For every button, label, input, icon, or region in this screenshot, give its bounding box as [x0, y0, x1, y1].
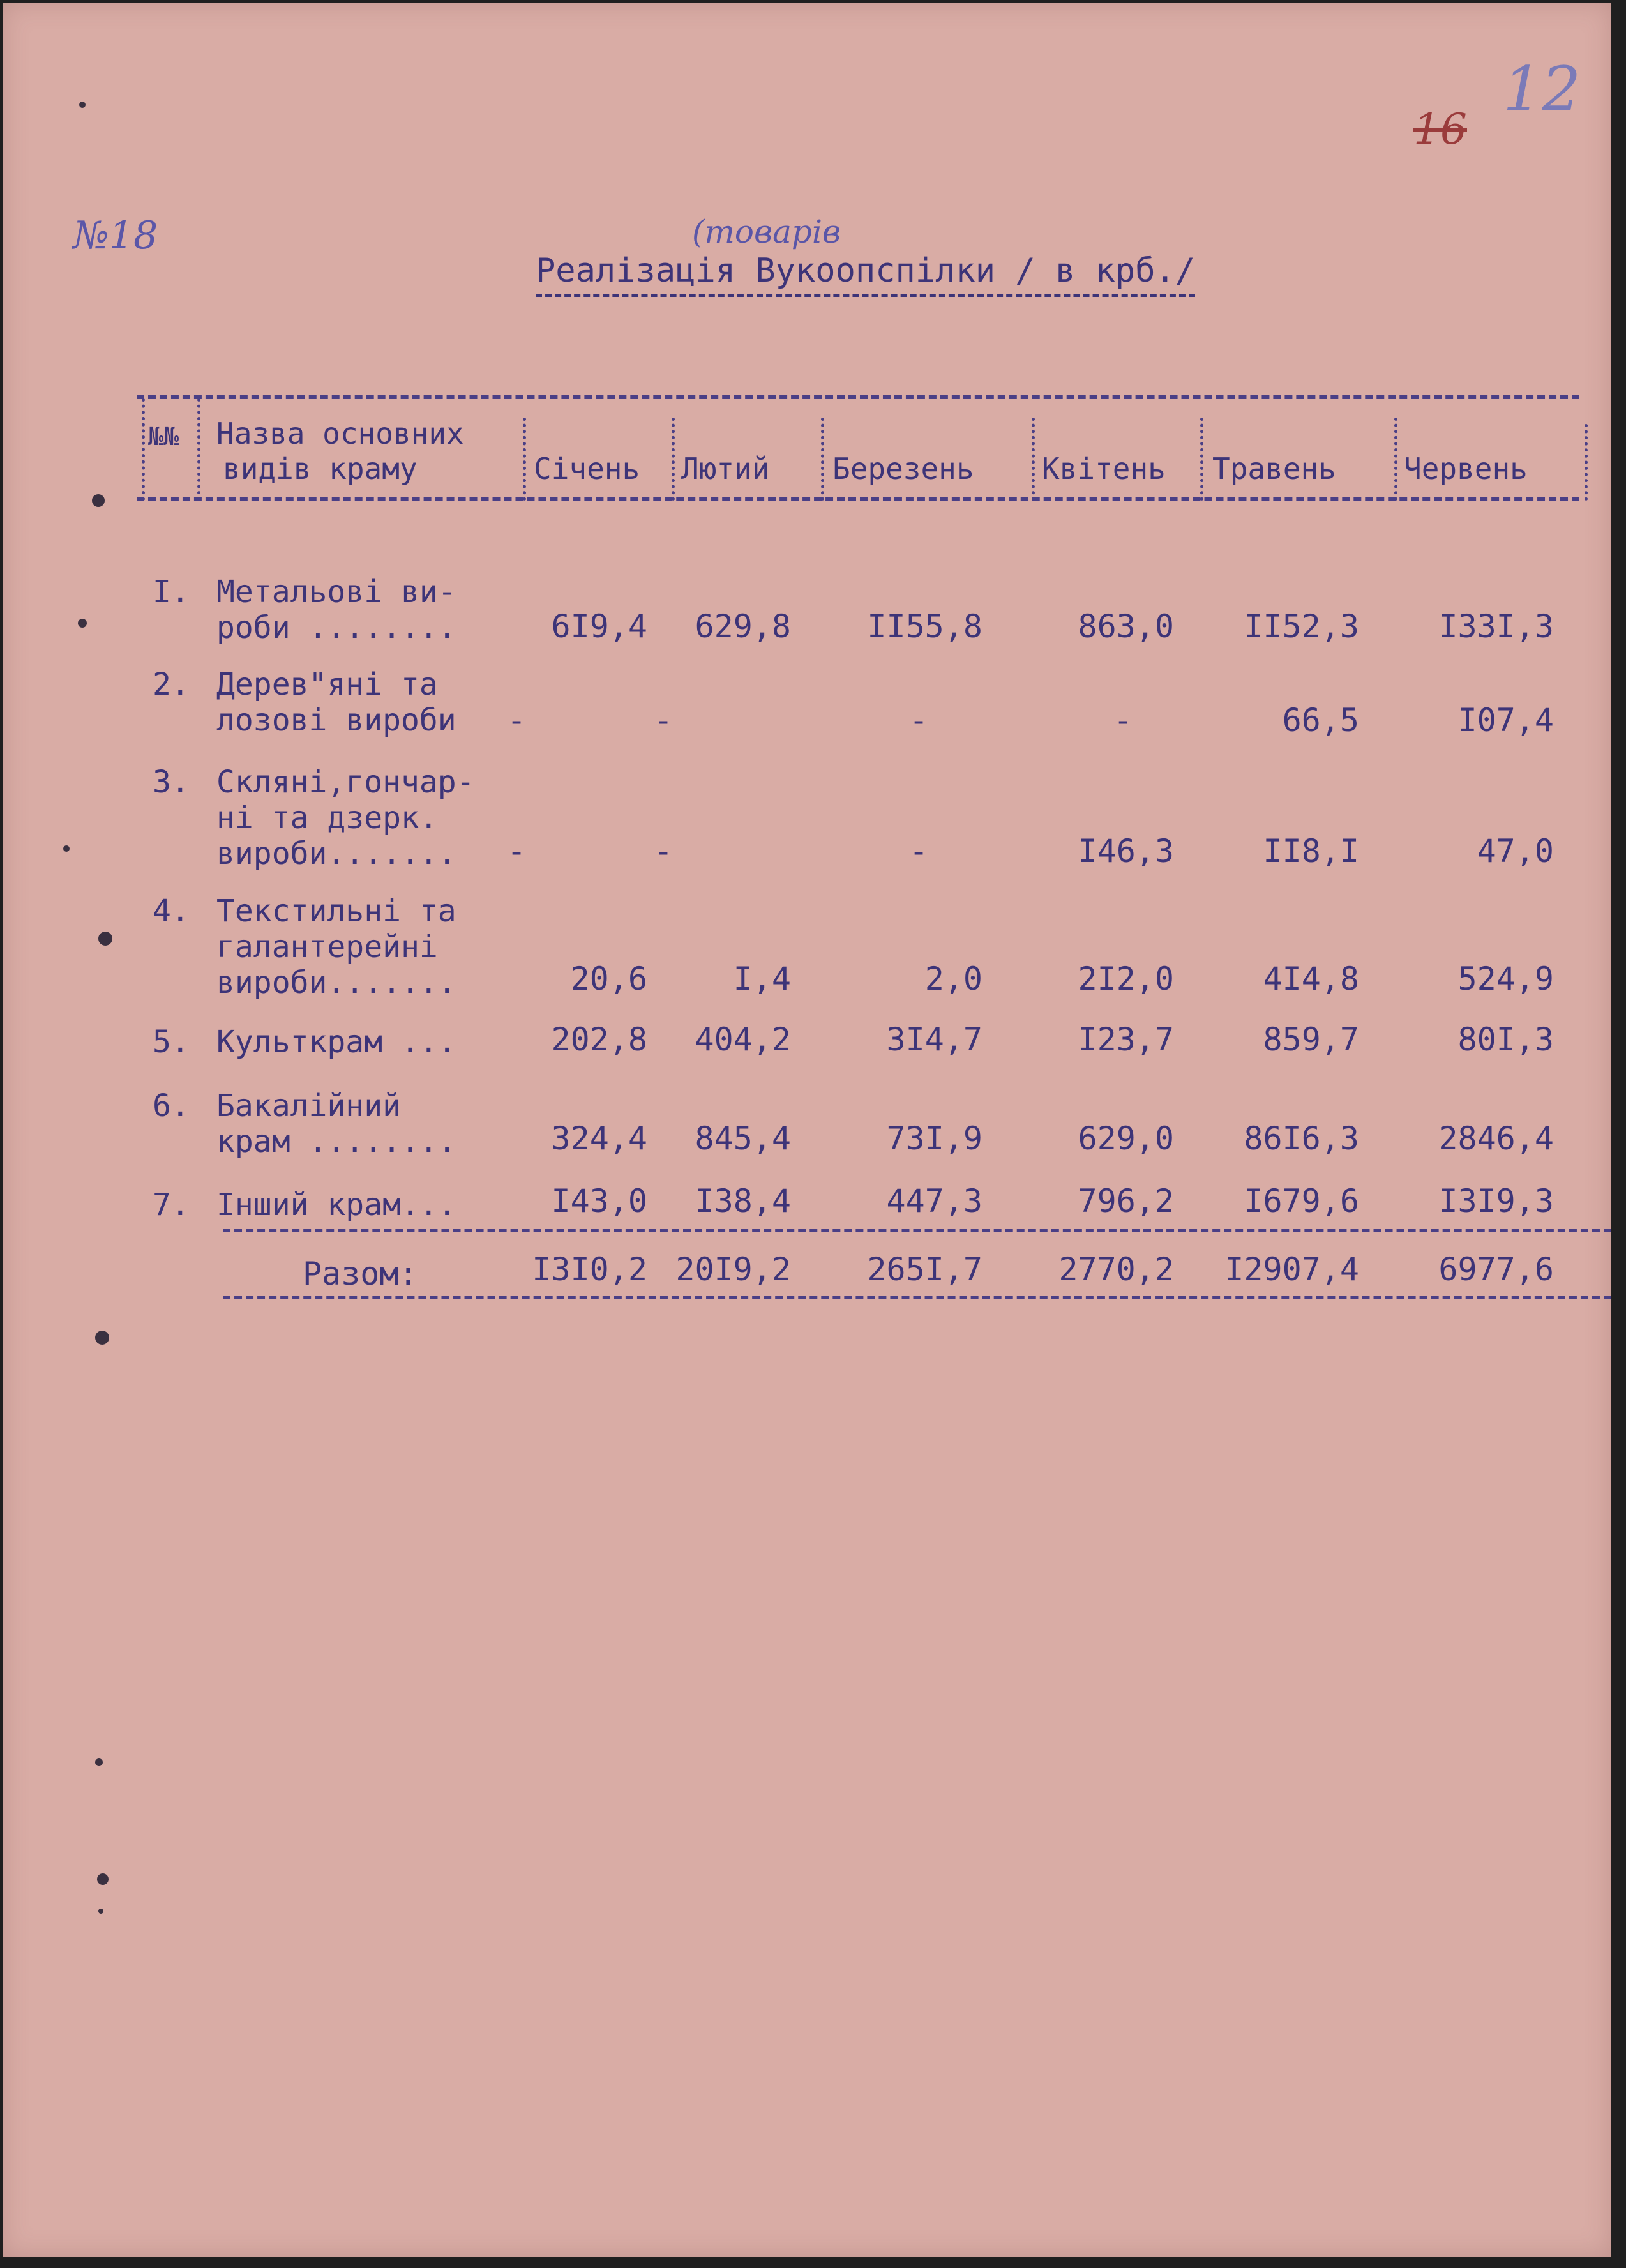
header-col-divider	[1200, 418, 1203, 501]
cell-value: 202,8	[551, 1021, 647, 1058]
cell-value: I33I,3	[1438, 608, 1554, 645]
row-label-line: вироби.......	[216, 965, 456, 1001]
cell-value: -	[908, 702, 929, 739]
total-value: I3I0,2	[532, 1251, 647, 1288]
cell-value: 524,9	[1457, 960, 1554, 997]
total-value: 6977,6	[1438, 1251, 1554, 1288]
cell-value: 447,3	[886, 1183, 982, 1220]
header-month-mar: Березень	[832, 451, 974, 486]
cell-value: 2I2,0	[1078, 960, 1174, 997]
margin-speck	[95, 1758, 103, 1766]
header-top-rule	[137, 395, 1579, 399]
cell-value: I,4	[733, 960, 791, 997]
total-value: 265I,7	[867, 1251, 982, 1288]
cell-value: II52,3	[1244, 608, 1359, 645]
total-bottom-rule	[223, 1296, 1611, 1299]
cell-value: -	[908, 833, 929, 870]
cell-value: 6I9,4	[551, 608, 647, 645]
row-label-line: Інший крам...	[216, 1187, 456, 1223]
margin-speck	[79, 102, 86, 108]
cell-value: I679,6	[1244, 1183, 1359, 1220]
header-col-divider	[523, 418, 526, 501]
row-number: 6.	[153, 1088, 190, 1124]
header-col-divider	[672, 418, 675, 501]
row-number: 3.	[153, 764, 190, 800]
cell-value: 4I4,8	[1263, 960, 1359, 997]
header-month-jun: Червень	[1404, 451, 1528, 486]
cell-value: 66,5	[1282, 702, 1359, 739]
cell-value: 2,0	[924, 960, 982, 997]
cell-value: -	[506, 702, 527, 739]
row-label-line: галантерейні	[216, 929, 438, 965]
margin-speck	[98, 1909, 103, 1914]
row-label-line: ні та дзерк.	[216, 800, 438, 836]
row-number: 4.	[153, 893, 190, 929]
margin-speck	[78, 619, 87, 628]
cell-value: 20,6	[570, 960, 647, 997]
header-name-line1: Назва основних	[216, 416, 464, 451]
row-number: I.	[153, 574, 190, 610]
header-col-divider	[1032, 418, 1035, 501]
cell-value: -	[654, 833, 674, 870]
row-label-line: Метальові ви-	[216, 574, 456, 610]
archive-number: №18	[73, 213, 158, 258]
margin-speck	[97, 1873, 109, 1885]
cell-value: -	[506, 833, 527, 870]
header-month-apr: Квітень	[1042, 451, 1166, 486]
cell-value: 80I,3	[1457, 1021, 1554, 1058]
cell-value: I07,4	[1457, 702, 1554, 739]
cell-value: II55,8	[867, 608, 982, 645]
row-label-line: крам ........	[216, 1124, 456, 1160]
header-month-jan: Січень	[534, 451, 640, 486]
cell-value: -	[654, 702, 674, 739]
cell-value: 73I,9	[886, 1120, 982, 1157]
cell-value: I38,4	[695, 1183, 791, 1220]
crossed-page-number: 16	[1413, 105, 1467, 154]
total-top-rule	[223, 1228, 1611, 1232]
cell-value: -	[1113, 702, 1133, 739]
cell-value: 3I4,7	[886, 1021, 982, 1058]
margin-speck	[63, 845, 70, 852]
cell-value: 796,2	[1078, 1183, 1174, 1220]
header-col-divider	[1394, 418, 1397, 501]
row-number: 7.	[153, 1187, 190, 1223]
row-label-line: роби ........	[216, 610, 456, 646]
row-label-line: Дерев"яні та	[216, 667, 438, 702]
page-number: 12	[1503, 54, 1581, 125]
header-col-divider	[821, 418, 824, 501]
header-month-may: Травень	[1212, 451, 1336, 486]
document-page	[3, 3, 1611, 2257]
cell-value: 629,0	[1078, 1120, 1174, 1157]
document-title: Реалізація Вукоопспілки / в крб./	[536, 252, 1195, 297]
row-number: 2.	[153, 667, 190, 702]
total-value: I2907,4	[1224, 1251, 1359, 1288]
header-no: №№	[148, 422, 179, 451]
row-label-line: Бакалійний	[216, 1088, 401, 1124]
margin-speck	[95, 1331, 109, 1345]
margin-speck	[98, 932, 112, 946]
cell-value: I23,7	[1078, 1021, 1174, 1058]
cell-value: I46,3	[1078, 833, 1174, 870]
cell-value: II8,I	[1263, 833, 1359, 870]
header-col-divider	[142, 398, 145, 501]
row-label-line: вироби.......	[216, 836, 456, 872]
header-col-divider	[197, 398, 200, 501]
row-label-line: лозові вироби	[216, 702, 456, 738]
row-label-line: Культкрам ...	[216, 1024, 456, 1060]
title-insertion: (товарів	[692, 213, 841, 250]
cell-value: 863,0	[1078, 608, 1174, 645]
cell-value: 324,4	[551, 1120, 647, 1157]
cell-value: 845,4	[695, 1120, 791, 1157]
cell-value: 629,8	[695, 608, 791, 645]
cell-value: 47,0	[1477, 833, 1554, 870]
row-number: 5.	[153, 1024, 190, 1060]
cell-value: 859,7	[1263, 1021, 1359, 1058]
total-value: 20I9,2	[675, 1251, 791, 1288]
header-bottom-rule	[137, 497, 1579, 501]
margin-speck	[92, 494, 105, 507]
total-value: 2770,2	[1058, 1251, 1174, 1288]
row-label-line: Текстильні та	[216, 893, 456, 929]
header-name-line2: видів краму	[223, 451, 418, 486]
header-col-divider	[1585, 424, 1588, 501]
header-month-feb: Лютий	[681, 451, 770, 486]
cell-value: 404,2	[695, 1021, 791, 1058]
row-label-line: Скляні,гончар-	[216, 764, 475, 800]
cell-value: 2846,4	[1438, 1120, 1554, 1157]
cell-value: I3I9,3	[1438, 1183, 1554, 1220]
total-label: Разом:	[303, 1255, 418, 1292]
cell-value: I43,0	[551, 1183, 647, 1220]
cell-value: 86I6,3	[1244, 1120, 1359, 1157]
